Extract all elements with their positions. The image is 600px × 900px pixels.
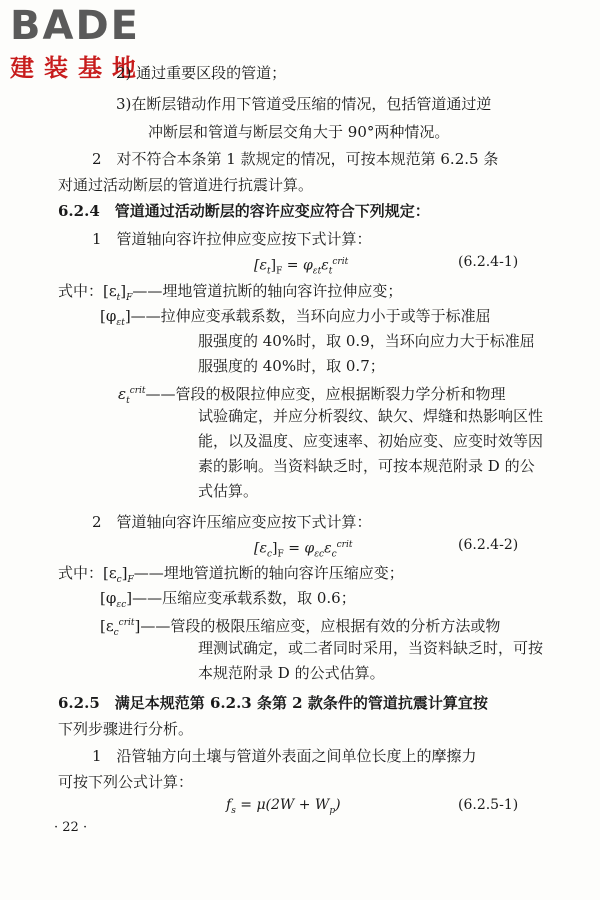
text-line: 素的影响。当资料缺乏时，可按本规范附录 D 的公 xyxy=(198,457,535,475)
watermark-brand: BADE xyxy=(10,3,140,49)
text-line: 服强度的 40%时，取 0.7； xyxy=(198,357,385,375)
equation-number: (6.2.5-1) xyxy=(458,797,519,813)
equation-6-2-5-1: $f_s = \mu(2W + W_p)$ xyxy=(226,797,341,816)
watermark-subtitle: 建装基地 xyxy=(10,54,146,82)
where-clause: 式中：$[\varepsilon_t]_F——$埋地管道抗断的轴向容许拉伸应变； xyxy=(58,282,403,303)
text-line: 试验确定，并应分析裂纹、缺欠、焊缝和热影响区性 xyxy=(198,407,544,425)
text-line: 2 管道轴向容许压缩应变应按下式计算： xyxy=(92,513,372,531)
where-clause: 式中：$[\varepsilon_c]_F——$埋地管道抗断的轴向容许压缩应变； xyxy=(58,564,404,585)
text-line: 理测试确定，或二者同时采用，当资料缺乏时，可按 xyxy=(198,639,544,657)
text-line: 下列步骤进行分析。 xyxy=(58,720,194,738)
equation-6-2-4-2: $[\varepsilon_c]_F = \varphi_{\varepsilon c}\varepsilon_c^{crit}$ xyxy=(254,540,353,560)
text-line: 1 沿管轴方向土壤与管道外表面之间单位长度上的摩擦力 xyxy=(92,747,477,765)
definition-phi-et: $[\varphi_{\varepsilon t}]——$拉伸应变承载系数，当环向应力小于或等于标准屈 xyxy=(100,307,491,328)
text-line: 2) 通过重要区段的管道； xyxy=(116,64,287,82)
text-line: 本规范附录 D 的公式估算。 xyxy=(198,664,385,682)
clause-heading: 6.2.5 满足本规范第 6.2.3 条第 2 款条件的管道抗震计算宜按 xyxy=(58,694,488,712)
definition-eps-t-crit: $\varepsilon_t^{crit}——$管段的极限拉伸应变，应根据断裂力学分析和物理 xyxy=(118,385,506,406)
page-number: · 22 · xyxy=(54,820,88,835)
equation-number: (6.2.4-1) xyxy=(458,254,519,270)
text-line: 可按下列公式计算： xyxy=(58,773,194,791)
clause-heading: 6.2.4 管道通过活动断层的容许应变应符合下列规定： xyxy=(58,202,430,220)
equation-number: (6.2.4-2) xyxy=(458,537,519,553)
text-line: 式估算。 xyxy=(198,482,259,500)
text-line: 3)在断层错动作用下管道受压缩的情况，包括管道通过逆 xyxy=(116,95,492,113)
definition-phi-ec: $[\varphi_{\varepsilon c}]——$压缩应变承载系数，取 0.6； xyxy=(100,589,356,610)
definition-eps-c-crit: $[\varepsilon_c^{crit}]——$管段的极限压缩应变，应根据有效的分析方法或物 xyxy=(100,617,501,638)
text-line: 能，以及温度、应变速率、初始应变、应变时效等因 xyxy=(198,432,544,450)
text-line: 2 对不符合本条第 1 款规定的情况，可按本规范第 6.2.5 条 xyxy=(92,150,499,168)
text-line: 1 管道轴向容许拉伸应变应按下式计算： xyxy=(92,230,372,248)
text-line: 冲断层和管道与断层交角大于 90°两种情况。 xyxy=(148,123,450,141)
text-line: 服强度的 40%时，取 0.9，当环向应力大于标准屈 xyxy=(198,332,535,350)
equation-6-2-4-1: $[\varepsilon_t]_F = \varphi_{\varepsilon t}\varepsilon_t^{crit}$ xyxy=(254,257,349,277)
text-line: 对通过活动断层的管道进行抗震计算。 xyxy=(58,176,314,194)
